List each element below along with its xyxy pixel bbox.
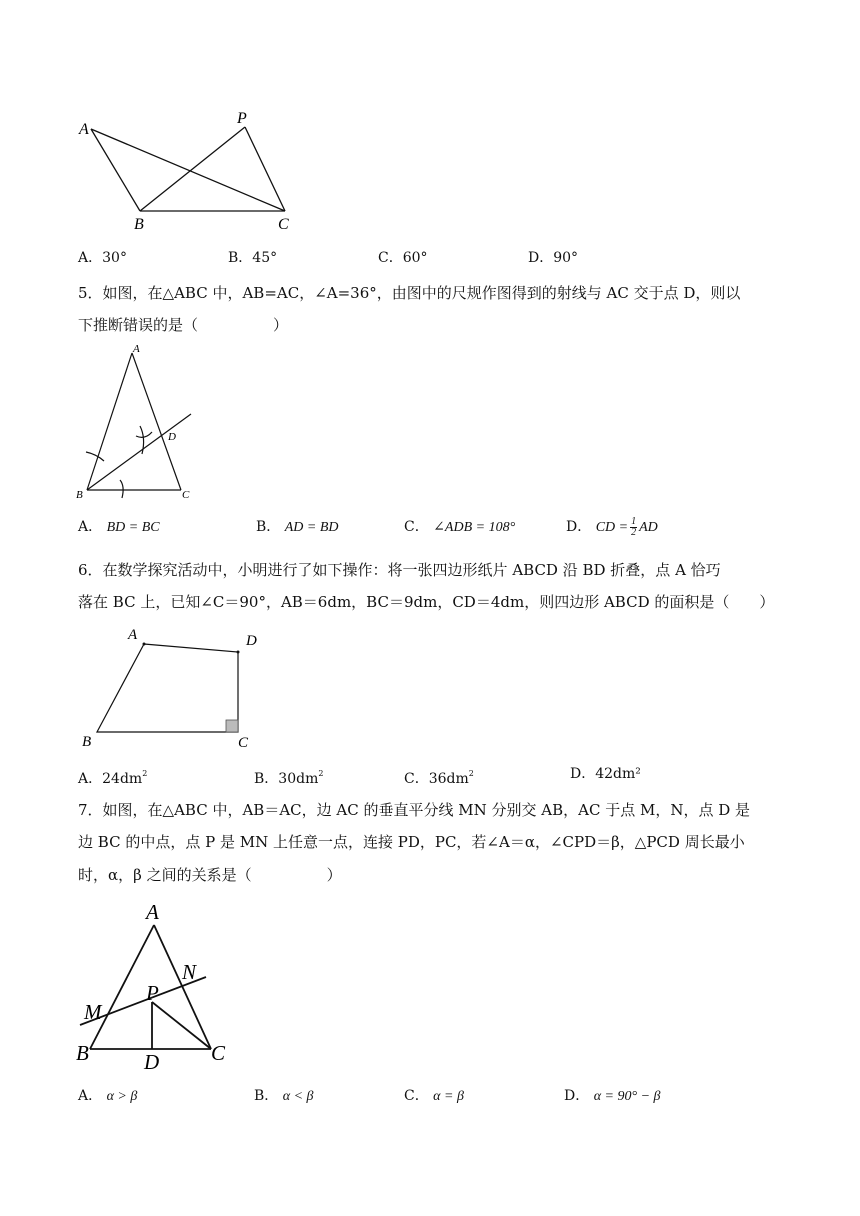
q4-option-c: C．60° — [378, 250, 428, 266]
q5-arc-2 — [120, 480, 123, 498]
q7-label-m: M — [84, 1000, 102, 1024]
q6-text-line1: 6．在数学探究活动中，小明进行了如下操作：将一张四边形纸片 ABCD 沿 BD 折叠，点 A 恰巧 — [78, 561, 721, 579]
q4-option-d: D．90° — [528, 250, 579, 266]
q7-text-line3: 时，α，β 之间的关系是（ ） — [78, 866, 342, 884]
q5-text-line2: 下推断错误的是（ ） — [78, 316, 289, 334]
q7-label-c: C — [211, 1041, 226, 1065]
q7-figure — [70, 895, 240, 1075]
q5-label-c: C — [182, 489, 190, 501]
q5-option-c: C． ∠ADB = 108° — [404, 519, 516, 535]
q5-option-d-fraction: $\frac{1}{2}$ — [631, 515, 637, 538]
q7-text-line1: 7．如图，在△ABC 中，AB＝AC，边 AC 的垂直平分线 MN 分别交 AB，AC 于点 M，N，点 D 是 — [78, 801, 751, 819]
q5-figure — [70, 340, 200, 505]
q7-label-d: D — [144, 1050, 160, 1074]
q7-segment-pc — [152, 1002, 211, 1049]
q7-segment-ac — [154, 925, 211, 1049]
q7-label-b: B — [76, 1041, 89, 1065]
q5-arc-1 — [86, 452, 104, 461]
q7-segment-ab — [90, 925, 154, 1049]
q6-option-b: B．$30dm^2$ — [254, 769, 324, 787]
q4-label-c: C — [278, 216, 289, 233]
q7-label-n: N — [182, 960, 197, 984]
q6-text-line2: 落在 BC 上，已知∠C＝90°，AB＝6dm，BC＝9dm，CD＝4dm，则四边形 ABCD 的面积是（ ） — [78, 593, 775, 611]
q6-figure — [75, 622, 275, 752]
q5-option-b: B． AD = BD — [256, 519, 339, 535]
q4-option-b: B．45° — [228, 250, 278, 266]
q5-segment-ab — [87, 353, 132, 490]
q7-option-d: D． α = 90° − β — [564, 1088, 661, 1104]
q7-option-a: A． α > β — [78, 1088, 138, 1104]
q4-label-a: A — [79, 121, 89, 138]
q7-label-p: P — [146, 981, 159, 1005]
q4-label-b: B — [134, 216, 144, 233]
q4-segment-ac — [91, 129, 285, 211]
q7-text-line2: 边 BC 的中点，点 P 是 MN 上任意一点，连接 PD，PC，若∠A＝α，∠CPD＝β，△PCD 周长最小 — [78, 833, 745, 851]
q5-label-a: A — [133, 343, 140, 355]
q4-segment-bp — [140, 127, 245, 211]
q6-option-d: D．42dm² — [570, 766, 641, 782]
q4-option-a: A．30° — [78, 250, 127, 266]
q7-option-c: C． α = β — [404, 1088, 464, 1104]
q4-figure — [70, 105, 310, 235]
q6-right-angle-mark — [226, 720, 238, 732]
q6-option-c: C．$36dm^2$ — [404, 769, 474, 787]
q7-option-b: B． α < β — [254, 1088, 314, 1104]
q6-label-c: C — [238, 735, 249, 751]
q6-label-a: A — [128, 627, 138, 643]
q5-label-d: D — [168, 431, 176, 443]
q5-option-a: A． BD = BC — [78, 519, 160, 535]
q5-text-line1: 5．如图，在△ABC 中，AB=AC，∠A=36°，由图中的尺规作图得到的射线与 AC 交于点 D，则以 — [78, 284, 741, 302]
q5-label-b: B — [76, 489, 83, 501]
q6-quadrilateral — [97, 644, 238, 732]
q4-segment-ab — [91, 129, 140, 211]
q6-option-a: A．$24dm^2$ — [78, 769, 148, 787]
q5-segment-ac — [132, 353, 181, 490]
q5-bisector-ray — [87, 414, 191, 490]
q6-label-b: B — [82, 734, 92, 750]
q5-option-d: D． CD = $\frac{1}{2}$ AD — [566, 515, 658, 538]
q6-vertex-a — [143, 643, 146, 646]
q4-label-p: P — [237, 110, 247, 127]
q6-vertex-d — [237, 651, 240, 654]
q7-label-a: A — [146, 900, 159, 924]
q4-segment-pc — [245, 127, 285, 211]
q5-arc-3 — [136, 432, 152, 437]
q6-label-d: D — [246, 633, 257, 649]
